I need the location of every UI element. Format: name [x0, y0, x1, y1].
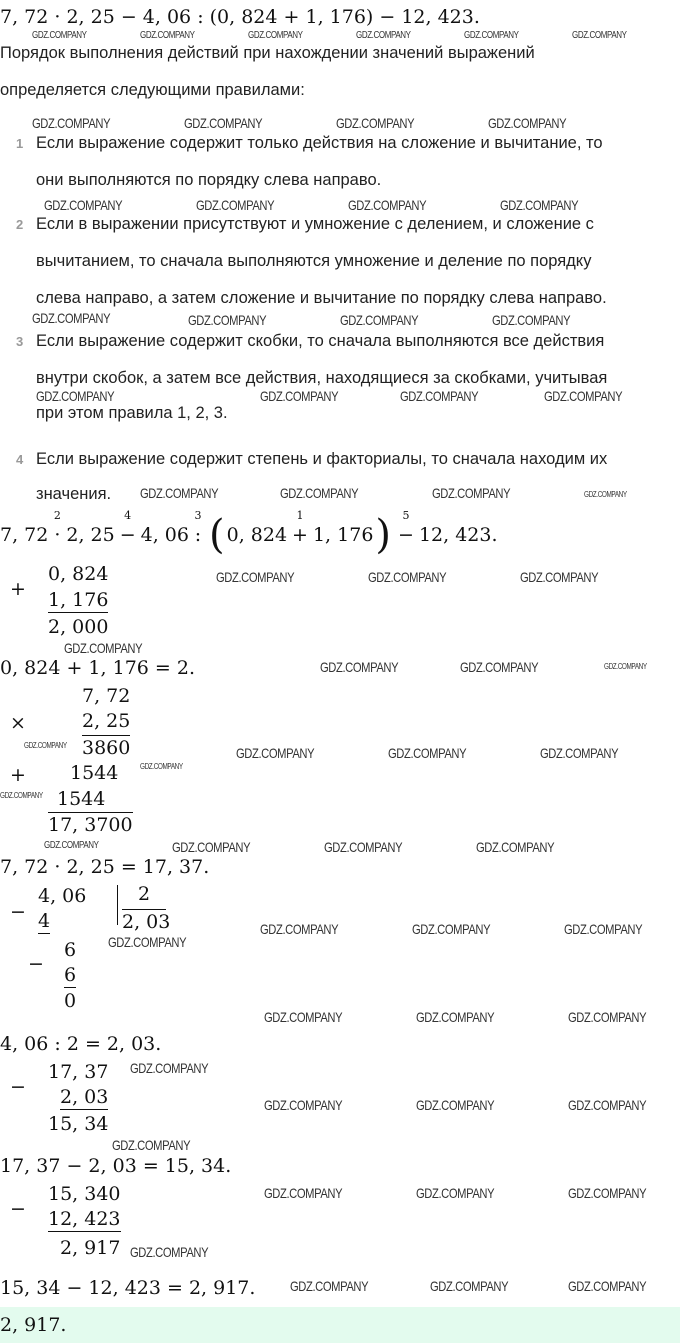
watermark: GDZ.COMPANY [32, 115, 111, 131]
operand: 7, 72 [82, 685, 131, 707]
watermark: GDZ.COMPANY [388, 745, 467, 761]
ordered-expression [0, 509, 498, 558]
rule-text: вычитанием, то сначала выполняются умножение и деление по порядку [36, 252, 592, 270]
remainder: 6 [64, 939, 77, 961]
order-mark: 5 [402, 509, 410, 522]
quotient: 2, 03 [122, 911, 171, 933]
divisor: 2 [138, 883, 151, 905]
watermark: GDZ.COMPANY [430, 1278, 509, 1294]
rule-text: при этом правила 1, 2, 3. [36, 404, 228, 422]
operand: 1, 176 [48, 589, 109, 611]
watermark: GDZ.COMPANY [568, 1009, 647, 1025]
watermark: GDZ.COMPANY [568, 1185, 647, 1201]
rules-intro-line: определяется следующими правилами: [0, 81, 305, 99]
operand: 2, 03 [60, 1086, 109, 1108]
expr-op-wrap [53, 509, 61, 547]
watermark: GDZ.COMPANY [32, 30, 87, 41]
expr-term: 1, 176 [312, 524, 374, 546]
operand: 17, 37 [48, 1061, 109, 1083]
rule-number: 3 [16, 334, 24, 349]
watermark: GDZ.COMPANY [248, 30, 303, 41]
operand: 2, 25 [82, 710, 131, 732]
answer-box [0, 1307, 680, 1343]
operand: 0, 824 [48, 563, 109, 585]
column-result: 15, 34 [48, 1113, 109, 1135]
expr-op: + [292, 524, 308, 546]
watermark: GDZ.COMPANY [130, 1244, 209, 1260]
watermark: GDZ.COMPANY [184, 115, 263, 131]
op-sign: − [28, 953, 44, 975]
watermark: GDZ.COMPANY [492, 312, 571, 328]
step-result: 7, 72 · 2, 25 = 17, 37. [0, 856, 210, 878]
watermark: GDZ.COMPANY [264, 1185, 343, 1201]
operand: 12, 423 [48, 1208, 121, 1230]
watermark: GDZ.COMPANY [36, 388, 115, 404]
watermark: GDZ.COMPANY [324, 839, 403, 855]
rule-text: значения. [36, 485, 112, 503]
watermark: GDZ.COMPANY [44, 840, 99, 851]
watermark: GDZ.COMPANY [140, 30, 195, 41]
step-result: 4, 06 : 2 = 2, 03. [0, 1033, 162, 1055]
rules-intro-line: Порядок выполнения действий при нахождении значений выражений [0, 44, 535, 62]
rule-number: 2 [16, 217, 24, 232]
partial-product: 1544 [70, 762, 119, 784]
column-result: 2, 917 [60, 1237, 121, 1259]
answer-value: 2, 917. [0, 1314, 67, 1336]
watermark: GDZ.COMPANY [568, 1278, 647, 1294]
watermark: GDZ.COMPANY [32, 310, 111, 326]
expr-op: − [119, 524, 136, 546]
watermark: GDZ.COMPANY [572, 30, 627, 41]
subtrahend: 6 [64, 964, 77, 986]
watermark: GDZ.COMPANY [44, 197, 123, 213]
watermark: GDZ.COMPANY [108, 934, 187, 950]
expr-op-wrap [292, 509, 308, 547]
watermark: GDZ.COMPANY [476, 839, 555, 855]
order-mark: 2 [53, 509, 61, 522]
watermark: GDZ.COMPANY [264, 1097, 343, 1113]
watermark: GDZ.COMPANY [368, 569, 447, 585]
column-result: 17, 3700 [48, 814, 133, 836]
dividend: 4, 06 [38, 885, 87, 907]
expr-term: 7, 72 [0, 524, 49, 546]
expr-term: 0, 824 [226, 524, 288, 546]
rule-text: Если выражение содержит скобки, то сначала выполняются все действия [36, 332, 605, 350]
watermark: GDZ.COMPANY [280, 485, 359, 501]
watermark: GDZ.COMPANY [320, 659, 399, 675]
watermark: GDZ.COMPANY [264, 1009, 343, 1025]
watermark: GDZ.COMPANY [260, 388, 339, 404]
watermark: GDZ.COMPANY [356, 30, 411, 41]
expr-op: − [398, 524, 414, 546]
watermark: GDZ.COMPANY [416, 1009, 495, 1025]
watermark: GDZ.COMPANY [112, 1137, 191, 1153]
expr-op-wrap [194, 509, 202, 547]
expr-op: · [54, 524, 61, 546]
op-sign: + [10, 578, 26, 600]
remainder: 0 [64, 990, 77, 1012]
watermark: GDZ.COMPANY [236, 745, 315, 761]
watermark: GDZ.COMPANY [196, 197, 275, 213]
watermark: GDZ.COMPANY [216, 569, 295, 585]
right-paren: ) [375, 512, 392, 558]
watermark: GDZ.COMPANY [0, 791, 43, 800]
watermark: GDZ.COMPANY [172, 839, 251, 855]
division-bar [117, 885, 118, 925]
partial-product: 3860 [82, 737, 131, 759]
watermark: GDZ.COMPANY [488, 115, 567, 131]
watermark: GDZ.COMPANY [400, 388, 479, 404]
order-mark: 3 [194, 509, 202, 522]
watermark: GDZ.COMPANY [564, 921, 643, 937]
step-result: 0, 824 + 1, 176 = 2. [0, 657, 195, 679]
op-sign: − [10, 1076, 26, 1098]
watermark: GDZ.COMPANY [290, 1278, 369, 1294]
watermark: GDZ.COMPANY [460, 659, 539, 675]
watermark: GDZ.COMPANY [412, 921, 491, 937]
watermark: GDZ.COMPANY [336, 115, 415, 131]
op-sign: + [10, 764, 26, 786]
subtrahend: 4 [38, 910, 51, 932]
watermark: GDZ.COMPANY [604, 662, 647, 671]
order-mark: 4 [124, 509, 132, 522]
operand: 15, 340 [48, 1183, 121, 1205]
rule-text: Если выражение содержит степень и факториалы, то сначала находим их [36, 450, 608, 468]
rule-text: слева направо, а затем сложение и вычитание по порядку слева направо. [36, 289, 607, 307]
step-result: 15, 34 − 12, 423 = 2, 917. [0, 1277, 256, 1299]
watermark: GDZ.COMPANY [568, 1097, 647, 1113]
rule-text: внутри скобок, а затем все действия, находящиеся за скобками, учитывая [36, 369, 608, 387]
op-sign: × [10, 712, 26, 734]
watermark: GDZ.COMPANY [188, 312, 267, 328]
partial-product: 1544 [57, 788, 106, 810]
watermark: GDZ.COMPANY [520, 569, 599, 585]
watermark: GDZ.COMPANY [540, 745, 619, 761]
expr-term: 2, 25 [66, 524, 115, 546]
op-sign: − [10, 1198, 26, 1220]
watermark: GDZ.COMPANY [348, 197, 427, 213]
watermark: GDZ.COMPANY [24, 741, 67, 750]
watermark: GDZ.COMPANY [64, 640, 143, 656]
watermark: GDZ.COMPANY [584, 490, 627, 499]
watermark: GDZ.COMPANY [260, 921, 339, 937]
rule-number: 1 [16, 136, 24, 151]
rule-text: они выполняются по порядку слева направо. [36, 171, 382, 189]
expr-term: 12, 423. [418, 524, 498, 546]
expr-op-wrap [119, 509, 136, 547]
rule-text: Если выражение содержит только действия на сложение и вычитание, то [36, 134, 603, 152]
order-mark: 1 [296, 509, 304, 522]
column-result: 2, 000 [48, 616, 109, 638]
op-sign: − [10, 901, 26, 923]
watermark: GDZ.COMPANY [544, 388, 623, 404]
watermark: GDZ.COMPANY [140, 762, 183, 771]
left-paren: ( [209, 512, 225, 558]
watermark: GDZ.COMPANY [416, 1097, 495, 1113]
watermark: GDZ.COMPANY [140, 485, 219, 501]
watermark: GDZ.COMPANY [432, 485, 511, 501]
watermark: GDZ.COMPANY [500, 197, 579, 213]
watermark: GDZ.COMPANY [130, 1060, 209, 1076]
expr-op: : [194, 524, 202, 546]
expr-op-wrap [398, 509, 414, 547]
rule-number: 4 [16, 452, 24, 467]
watermark: GDZ.COMPANY [340, 312, 419, 328]
expr-term: 4, 06 [140, 524, 189, 546]
watermark: GDZ.COMPANY [464, 30, 519, 41]
task-expression: 7, 72 · 2, 25 − 4, 06 : (0, 824 + 1, 176) − 12, 423. [0, 6, 480, 28]
watermark: GDZ.COMPANY [416, 1185, 495, 1201]
step-result: 17, 37 − 2, 03 = 15, 34. [0, 1155, 232, 1177]
rule-text: Если в выражении присутствуют и умножение с делением, и сложение с [36, 215, 594, 233]
